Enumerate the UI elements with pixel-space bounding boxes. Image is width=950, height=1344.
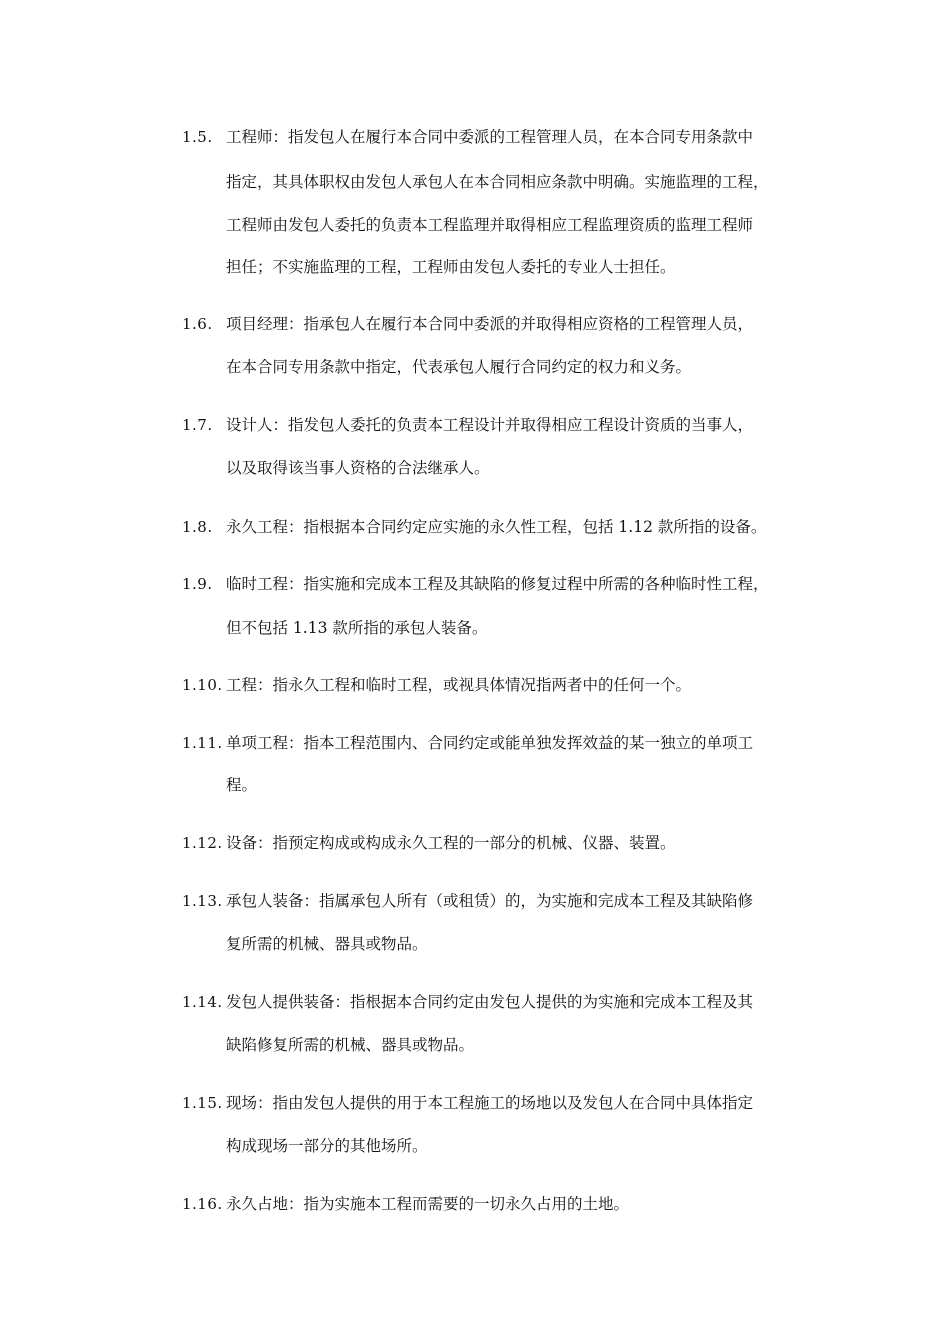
- clause-text-line: 永久工程：指根据本合同约定应实施的永久性工程，包括 1.12 款所指的设备。: [226, 518, 767, 536]
- clause-number: 1.8.: [182, 518, 213, 536]
- clause-text-line: 设计人：指发包人委托的负责本工程设计并取得相应工程设计资质的当事人，: [226, 416, 754, 434]
- clause-text-line: 工程师由发包人委托的负责本工程监理并取得相应工程监理资质的监理工程师: [226, 216, 754, 234]
- clause-text-line: 发包人提供装备：指根据本合同约定由发包人提供的为实施和完成本工程及其: [226, 993, 754, 1011]
- clause-number: 1.14.: [182, 993, 223, 1011]
- clause-text-line: 在本合同专用条款中指定，代表承包人履行合同约定的权力和义务。: [226, 358, 692, 376]
- clause-number: 1.10.: [182, 676, 223, 694]
- clause-number: 1.15.: [182, 1094, 223, 1112]
- clause-number: 1.11.: [182, 734, 223, 752]
- clause-text-line: 复所需的机械、器具或物品。: [226, 935, 428, 953]
- clause-number: 1.13.: [182, 892, 223, 910]
- clause-text-line: 临时工程：指实施和完成本工程及其缺陷的修复过程中所需的各种临时性工程，: [226, 575, 769, 593]
- clause-number: 1.9.: [182, 575, 213, 593]
- clause-number: 1.6.: [182, 315, 213, 333]
- clause-text-line: 但不包括 1.13 款所指的承包人装备。: [226, 619, 488, 637]
- clause-text-line: 工程师：指发包人在履行本合同中委派的工程管理人员，在本合同专用条款中: [226, 128, 754, 146]
- clause-text-line: 指定，其具体职权由发包人承包人在本合同相应条款中明确。实施监理的工程，: [226, 173, 769, 191]
- clause-number: 1.12.: [182, 834, 223, 852]
- clause-text-line: 担任；不实施监理的工程，工程师由发包人委托的专业人士担任。: [226, 258, 676, 276]
- clause-text-line: 现场：指由发包人提供的用于本工程施工的场地以及发包人在合同中具体指定: [226, 1094, 754, 1112]
- clause-text-line: 承包人装备：指属承包人所有（或租赁）的，为实施和完成本工程及其缺陷修: [226, 892, 754, 910]
- clause-number: 1.5.: [182, 128, 213, 146]
- clause-text-line: 程。: [226, 776, 258, 794]
- clause-text-line: 项目经理：指承包人在履行本合同中委派的并取得相应资格的工程管理人员，: [226, 315, 754, 333]
- clause-text-line: 工程：指永久工程和临时工程，或视具体情况指两者中的任何一个。: [226, 676, 692, 694]
- clause-number: 1.7.: [182, 416, 213, 434]
- clause-text-line: 单项工程：指本工程范围内、合同约定或能单独发挥效益的某一独立的单项工: [226, 734, 754, 752]
- clause-number: 1.16.: [182, 1195, 223, 1213]
- clause-text-line: 缺陷修复所需的机械、器具或物品。: [226, 1036, 475, 1054]
- clause-text-line: 永久占地：指为实施本工程而需要的一切永久占用的土地。: [226, 1195, 630, 1213]
- clause-text-line: 构成现场一部分的其他场所。: [226, 1137, 428, 1155]
- clause-text-line: 以及取得该当事人资格的合法继承人。: [226, 459, 490, 477]
- clause-text-line: 设备：指预定构成或构成永久工程的一部分的机械、仪器、装置。: [226, 834, 676, 852]
